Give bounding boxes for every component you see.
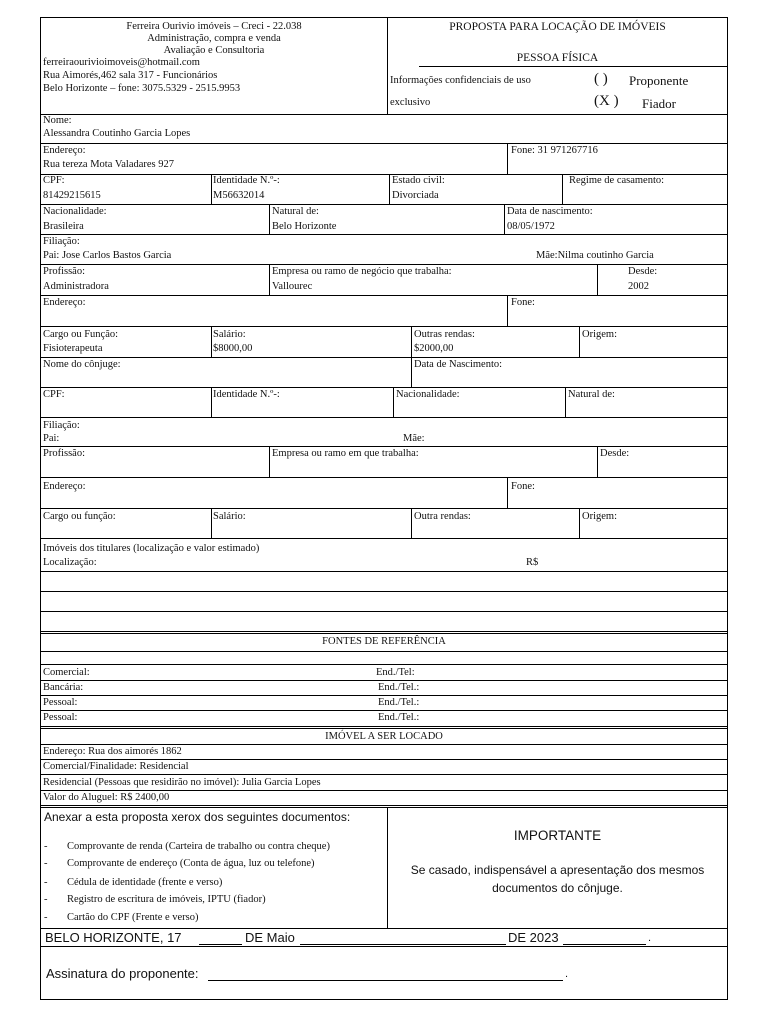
year-blank[interactable] xyxy=(563,944,646,945)
document-item: Cédula de identidade (frente e verso) xyxy=(67,877,223,888)
divider xyxy=(41,790,727,791)
spouse-pai-label: Pai: xyxy=(43,433,60,444)
divider xyxy=(211,508,212,538)
spouse-outras-label: Outra rendas: xyxy=(414,511,471,522)
divider xyxy=(41,728,727,729)
divider xyxy=(41,774,727,775)
divider xyxy=(269,264,270,295)
desde-label: Desde: xyxy=(628,266,658,277)
cpf-value[interactable]: 81429215615 xyxy=(43,190,101,201)
reference-endtel: End./Tel.: xyxy=(378,682,420,693)
divider xyxy=(41,631,727,632)
nascimento-label: Data de nascimento: xyxy=(507,206,593,217)
month-blank[interactable] xyxy=(300,944,506,945)
localizacao-label: Localização: xyxy=(43,557,97,568)
origem-label: Origem: xyxy=(582,329,617,340)
divider xyxy=(579,326,580,357)
document-item: Comprovante de renda (Carteira de trabalho ou contra cheque) xyxy=(67,841,330,852)
divider xyxy=(41,695,727,696)
cargo-value[interactable]: Fisioterapeuta xyxy=(43,343,103,354)
nacionalidade-label: Nacionalidade: xyxy=(43,206,107,217)
salario-value[interactable]: $8000,00 xyxy=(213,343,253,354)
agency-address: Rua Aimorés,462 sala 317 - Funcionários xyxy=(43,70,218,81)
spouse-identidade-label: Identidade N.º-: xyxy=(213,389,280,400)
divider xyxy=(269,204,270,234)
divider xyxy=(41,387,727,388)
subtitle-underline xyxy=(419,66,727,67)
endereco2-label: Endereço: xyxy=(43,297,86,308)
references-title: FONTES DE REFERÊNCIA xyxy=(322,636,446,647)
profissao-label: Profissão: xyxy=(43,266,85,277)
confidential-text-1: Informações confidenciais de uso xyxy=(390,75,531,86)
signature-label: Assinatura do proponente: xyxy=(46,966,199,981)
spouse-profissao-label: Profissão: xyxy=(43,448,85,459)
divider xyxy=(41,928,727,929)
form-subtitle: PESSOA FÍSICA xyxy=(516,52,599,64)
divider xyxy=(41,651,727,652)
date-city: BELO HORIZONTE, 17 xyxy=(45,930,182,945)
date-month: DE Maio xyxy=(245,930,295,945)
nascimento-value[interactable]: 08/05/1972 xyxy=(507,221,555,232)
confidential-text-2: exclusivo xyxy=(390,97,431,108)
signature-line[interactable] xyxy=(208,980,563,981)
regime-label: Regime de casamento: xyxy=(569,175,665,186)
property-residencial[interactable]: Residencial (Pessoas que residirão no imóvel): Julia Garcia Lopes xyxy=(43,777,321,788)
property-aluguel[interactable]: Valor do Aluguel: R$ 2400,00 xyxy=(43,792,170,803)
divider xyxy=(41,726,727,727)
divider xyxy=(41,114,727,115)
bullet-dash: - xyxy=(44,841,48,852)
divider xyxy=(41,477,727,478)
estado-civil-value[interactable]: Divorciada xyxy=(392,190,439,201)
divider xyxy=(41,508,727,509)
fiador-label: Fiador xyxy=(642,96,676,111)
reference-endtel: End./Tel: xyxy=(376,667,415,678)
bullet-dash: - xyxy=(44,912,48,923)
pai-value[interactable]: Pai: Jose Carlos Bastos Garcia xyxy=(43,250,172,261)
natural-value[interactable]: Belo Horizonte xyxy=(272,221,337,232)
endereco-label: Endereço: xyxy=(43,145,86,156)
divider xyxy=(41,611,727,612)
property-endereco[interactable]: Endereço: Rua dos aimorés 1862 xyxy=(43,746,182,757)
property-finalidade[interactable]: Comercial/Finalidade: Residencial xyxy=(43,761,189,772)
reference-label: Pessoal: xyxy=(43,712,78,723)
divider xyxy=(597,264,598,295)
identidade-label: Identidade N.º-: xyxy=(213,175,280,186)
day-blank[interactable] xyxy=(199,944,242,945)
divider xyxy=(41,234,727,235)
date-year: DE 2023 xyxy=(508,930,559,945)
empresa-value[interactable]: Vallourec xyxy=(272,281,313,292)
divider xyxy=(579,508,580,538)
spouse-cpf-label: CPF: xyxy=(43,389,65,400)
divider xyxy=(565,387,566,417)
empresa-label: Empresa ou ramo de negócio que trabalha: xyxy=(272,266,452,277)
fone2-label: Fone: xyxy=(511,297,535,308)
important-text-1: Se casado, indispensável a apresentação dos mesmos xyxy=(410,863,705,877)
divider xyxy=(41,946,727,947)
spouse-empresa-label: Empresa ou ramo em que trabalha: xyxy=(272,448,419,459)
divider xyxy=(597,446,598,477)
divider xyxy=(211,326,212,357)
divider xyxy=(41,417,727,418)
estado-civil-label: Estado civil: xyxy=(392,175,445,186)
outras-label: Outras rendas: xyxy=(414,329,475,340)
nome-value[interactable]: Alessandra Coutinho Garcia Lopes xyxy=(43,128,191,139)
spouse-fone-label: Fone: xyxy=(511,481,535,492)
desde-value[interactable]: 2002 xyxy=(628,281,649,292)
divider xyxy=(41,591,727,592)
filiacao-label: Filiação: xyxy=(43,236,80,247)
important-title: IMPORTANTE xyxy=(513,828,602,843)
divider xyxy=(41,710,727,711)
nome-label: Nome: xyxy=(43,115,72,126)
identidade-value[interactable]: M56632014 xyxy=(213,190,265,201)
divider xyxy=(411,357,412,387)
important-text-2: documentos do cônjuge. xyxy=(492,881,623,895)
fiador-checkbox[interactable]: (X ) xyxy=(594,93,619,109)
rental-proposal-form xyxy=(40,17,728,1000)
divider xyxy=(41,633,727,634)
proponente-label: Proponente xyxy=(629,73,689,88)
reference-label: Bancária: xyxy=(43,682,84,693)
divider xyxy=(41,264,727,265)
divider xyxy=(389,174,390,204)
spouse-nome-label: Nome do cônjuge: xyxy=(43,359,121,370)
cargo-label: Cargo ou Função: xyxy=(43,329,119,340)
divider xyxy=(41,680,727,681)
bullet-dash: - xyxy=(44,877,48,888)
reference-endtel: End./Tel.: xyxy=(378,697,420,708)
agency-email: ferreiraourivioimoveis@hotmail.com xyxy=(43,57,200,68)
divider xyxy=(41,357,727,358)
divider xyxy=(41,759,727,760)
divider xyxy=(41,446,727,447)
agency-consulting: Avaliação e Consultoria xyxy=(163,45,265,56)
document-item: Registro de escritura de imóveis, IPTU (fiador) xyxy=(67,894,266,905)
divider xyxy=(41,571,727,572)
spouse-natural-label: Natural de: xyxy=(568,389,615,400)
spouse-cargo-label: Cargo ou função: xyxy=(43,511,116,522)
divider xyxy=(41,664,727,665)
spouse-endereco-label: Endereço: xyxy=(43,481,86,492)
spouse-nacionalidade-label: Nacionalidade: xyxy=(396,389,460,400)
trailing-dot: . xyxy=(648,932,652,944)
natural-label: Natural de: xyxy=(272,206,319,217)
document-item: Cartão do CPF (Frente e verso) xyxy=(67,912,199,923)
mae-value[interactable]: Mãe:Nilma coutinho Garcia xyxy=(536,250,654,261)
divider xyxy=(41,807,727,808)
divider xyxy=(41,326,727,327)
documents-intro: Anexar a esta proposta xerox dos seguintes documentos: xyxy=(44,810,351,824)
divider xyxy=(507,477,508,508)
divider xyxy=(41,538,727,539)
divider xyxy=(562,174,563,204)
reference-label: Pessoal: xyxy=(43,697,78,708)
proponente-checkbox[interactable]: ( ) xyxy=(594,71,608,87)
agency-phone: Belo Horizonte – fone: 3075.5329 - 2515.9953 xyxy=(43,83,241,94)
document-item: Comprovante de endereço (Conta de água, luz ou telefone) xyxy=(67,858,315,869)
divider xyxy=(411,508,412,538)
bullet-dash: - xyxy=(44,858,48,869)
property-title: IMÓVEL A SER LOCADO xyxy=(325,731,443,742)
divider xyxy=(41,143,727,144)
divider xyxy=(41,295,727,296)
nacionalidade-value[interactable]: Brasileira xyxy=(43,221,84,232)
divider xyxy=(211,387,212,417)
reference-endtel: End./Tel.: xyxy=(378,712,420,723)
spouse-nascimento-label: Data de Nascimento: xyxy=(414,359,503,370)
divider xyxy=(41,805,727,806)
spouse-mae-label: Mãe: xyxy=(403,433,425,444)
cpf-label: CPF: xyxy=(43,175,65,186)
bullet-dash: - xyxy=(44,894,48,905)
divider xyxy=(41,744,727,745)
spouse-filiacao-label: Filiação: xyxy=(43,420,80,431)
trailing-dot: . xyxy=(565,968,569,980)
divider xyxy=(41,204,727,205)
profissao-value[interactable]: Administradora xyxy=(43,281,109,292)
outras-value[interactable]: $2000,00 xyxy=(414,343,454,354)
spouse-origem-label: Origem: xyxy=(582,511,617,522)
spouse-salario-label: Salário: xyxy=(213,511,246,522)
reference-label: Comercial: xyxy=(43,667,90,678)
divider xyxy=(504,204,505,234)
rs-label: R$ xyxy=(526,557,539,568)
divider xyxy=(411,326,412,357)
agency-services: Administração, compra e venda xyxy=(147,33,281,44)
fone-value[interactable]: Fone: 31 971267716 xyxy=(511,145,598,156)
divider xyxy=(507,143,508,174)
divider xyxy=(507,295,508,326)
divider xyxy=(393,387,394,417)
spouse-desde-label: Desde: xyxy=(600,448,630,459)
endereco-value[interactable]: Rua tereza Mota Valadares 927 xyxy=(43,159,175,170)
divider xyxy=(269,446,270,477)
properties-label: Imóveis dos titulares (localização e valor estimado) xyxy=(43,543,260,554)
divider xyxy=(211,174,212,204)
form-title: PROPOSTA PARA LOCAÇÃO DE IMÓVEIS xyxy=(449,21,666,33)
salario-label: Salário: xyxy=(213,329,246,340)
agency-name: Ferreira Ourivio imóveis – Creci - 22.038 xyxy=(126,21,302,32)
